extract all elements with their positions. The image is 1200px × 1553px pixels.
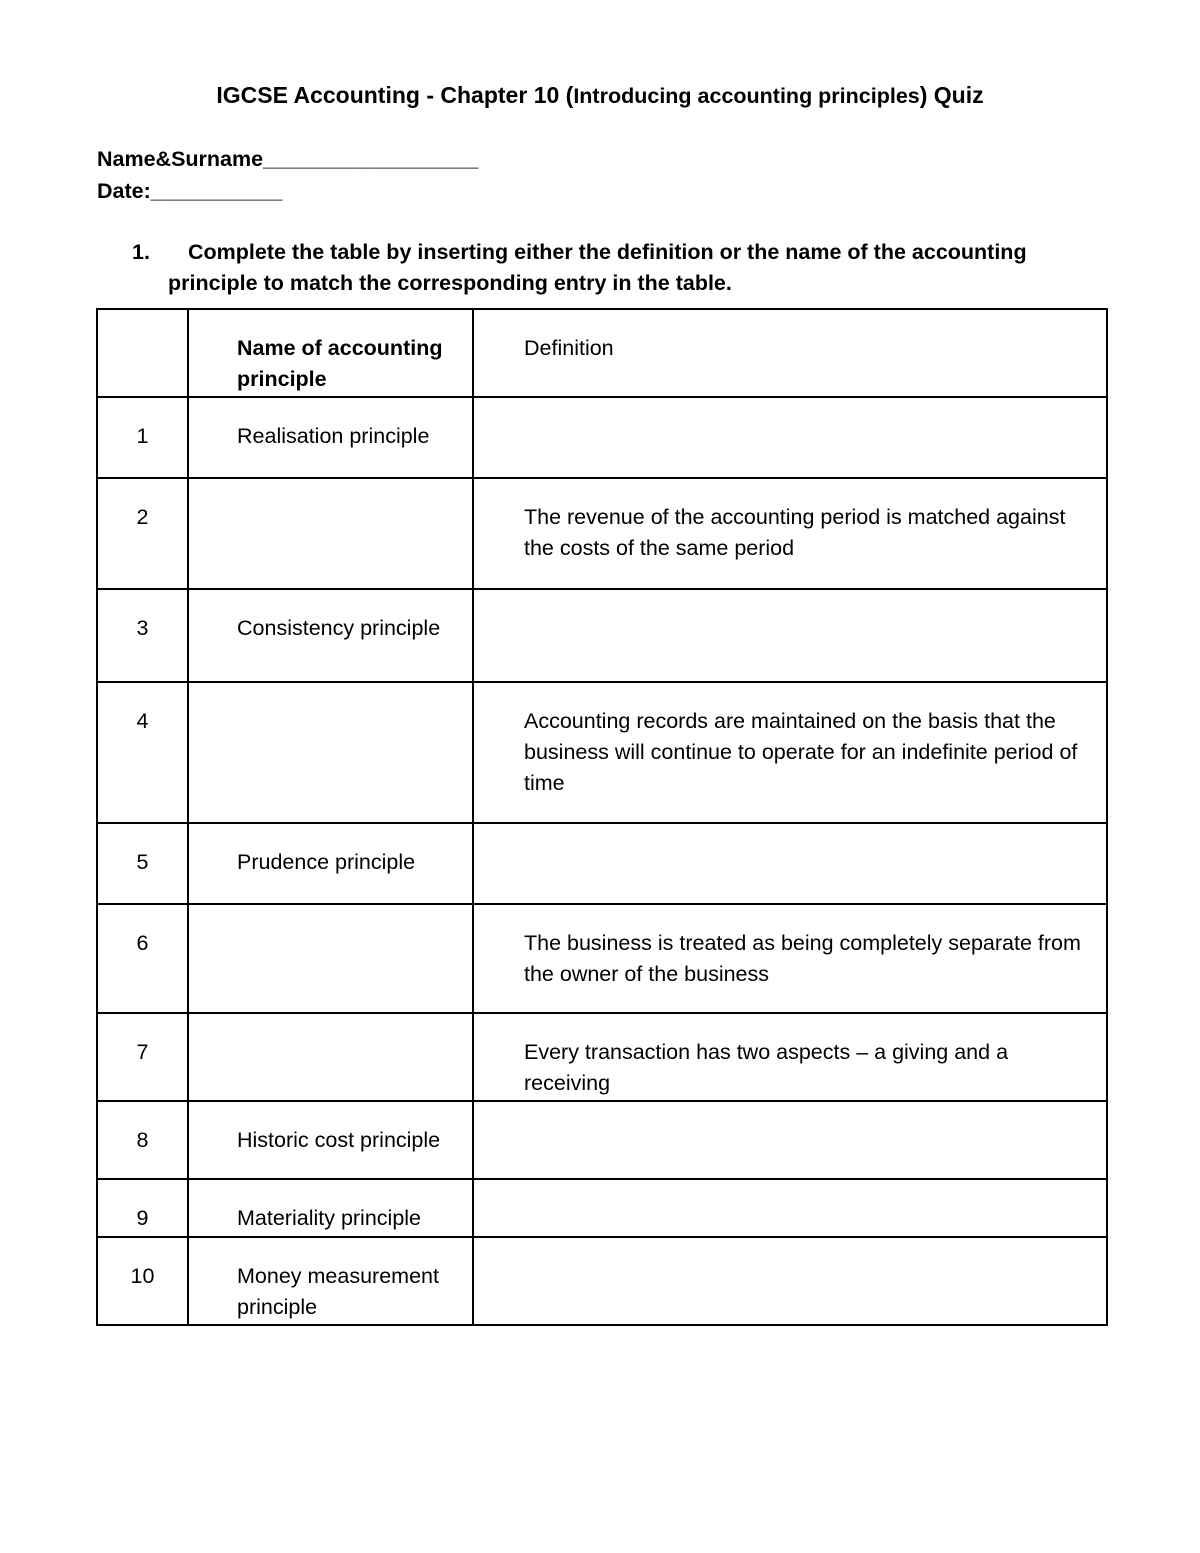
table-row	[97, 1237, 1107, 1325]
date-field[interactable]: Date:___________	[97, 179, 283, 203]
definition-cell[interactable]	[473, 1013, 1107, 1101]
principle-definition: The business is treated as being completely separate from the owner of the business	[524, 931, 1081, 986]
question-1	[132, 237, 1122, 299]
principle-name	[189, 905, 472, 928]
name-cell[interactable]	[188, 1013, 473, 1101]
question-text-line1: Complete the table by inserting either the definition or the name of the accounting	[188, 240, 1027, 264]
row-number: 10	[130, 1264, 155, 1288]
principle-name	[189, 479, 472, 502]
principle-name	[189, 1014, 472, 1037]
row-number: 3	[136, 616, 149, 640]
name-cell[interactable]	[188, 1179, 473, 1237]
principle-definition: Accounting records are maintained on the basis that the business will continue to operate for an indefinite period of time	[524, 709, 1078, 795]
name-cell[interactable]	[188, 682, 473, 823]
row-number: 8	[136, 1128, 149, 1152]
principle-definition	[474, 1238, 1106, 1261]
name-cell[interactable]	[188, 589, 473, 682]
principle-name: Materiality principle	[237, 1206, 422, 1230]
question-text-line2: principle to match the corresponding entry in the table.	[168, 271, 732, 295]
principle-definition: Every transaction has two aspects – a giving and a receiving	[524, 1040, 1009, 1095]
name-cell[interactable]	[188, 1101, 473, 1179]
name-cell[interactable]	[188, 1237, 473, 1325]
header-definition-cell	[473, 309, 1107, 397]
row-number: 4	[136, 709, 149, 733]
principle-definition	[474, 1102, 1106, 1125]
principle-definition	[474, 1180, 1106, 1203]
table-row	[97, 904, 1107, 1013]
principle-definition: The revenue of the accounting period is matched against the costs of the same period	[524, 505, 1066, 560]
principle-definition	[474, 590, 1106, 613]
table-row	[97, 1179, 1107, 1237]
title-main: IGCSE Accounting - Chapter 10 (	[216, 82, 574, 108]
table-row	[97, 397, 1107, 478]
question-number: 1.	[132, 240, 150, 264]
principle-name: Consistency principle	[237, 616, 441, 640]
table-row	[97, 589, 1107, 682]
title-suffix: ) Quiz	[919, 82, 984, 108]
header-name-label: Name of accounting principle	[237, 336, 443, 391]
principle-name: Money measurement principle	[237, 1264, 439, 1319]
row-number: 2	[136, 505, 149, 529]
definition-cell[interactable]	[473, 682, 1107, 823]
principle-definition	[474, 398, 1106, 421]
definition-cell[interactable]	[473, 904, 1107, 1013]
definition-cell[interactable]	[473, 478, 1107, 589]
table-header-row	[97, 309, 1107, 397]
name-cell[interactable]	[188, 478, 473, 589]
principle-name: Historic cost principle	[237, 1128, 441, 1152]
definition-cell[interactable]	[473, 589, 1107, 682]
row-number: 5	[136, 850, 149, 874]
header-definition-label: Definition	[524, 336, 614, 360]
title-subject: Introducing accounting principles	[573, 84, 920, 108]
name-cell[interactable]	[188, 397, 473, 478]
table-row	[97, 682, 1107, 823]
principle-name: Realisation principle	[237, 424, 430, 448]
table-row	[97, 1013, 1107, 1101]
principle-name: Prudence principle	[237, 850, 416, 874]
table-row	[97, 478, 1107, 589]
header-number-cell	[97, 309, 188, 397]
row-number: 9	[136, 1206, 149, 1230]
header-name-cell	[188, 309, 473, 397]
definition-cell[interactable]	[473, 823, 1107, 904]
principles-table	[96, 308, 1108, 1326]
row-number: 6	[136, 931, 149, 955]
principle-definition	[474, 824, 1106, 847]
row-number: 1	[136, 424, 149, 448]
definition-cell[interactable]	[473, 1179, 1107, 1237]
definition-cell[interactable]	[473, 397, 1107, 478]
definition-cell[interactable]	[473, 1101, 1107, 1179]
definition-cell[interactable]	[473, 1237, 1107, 1325]
name-cell[interactable]	[188, 904, 473, 1013]
table-row	[97, 1101, 1107, 1179]
table-row	[97, 823, 1107, 904]
row-number: 7	[136, 1040, 149, 1064]
principle-name	[189, 683, 472, 706]
name-cell[interactable]	[188, 823, 473, 904]
name-surname-field[interactable]: Name&Surname__________________	[97, 147, 479, 171]
page-title	[0, 80, 1200, 111]
